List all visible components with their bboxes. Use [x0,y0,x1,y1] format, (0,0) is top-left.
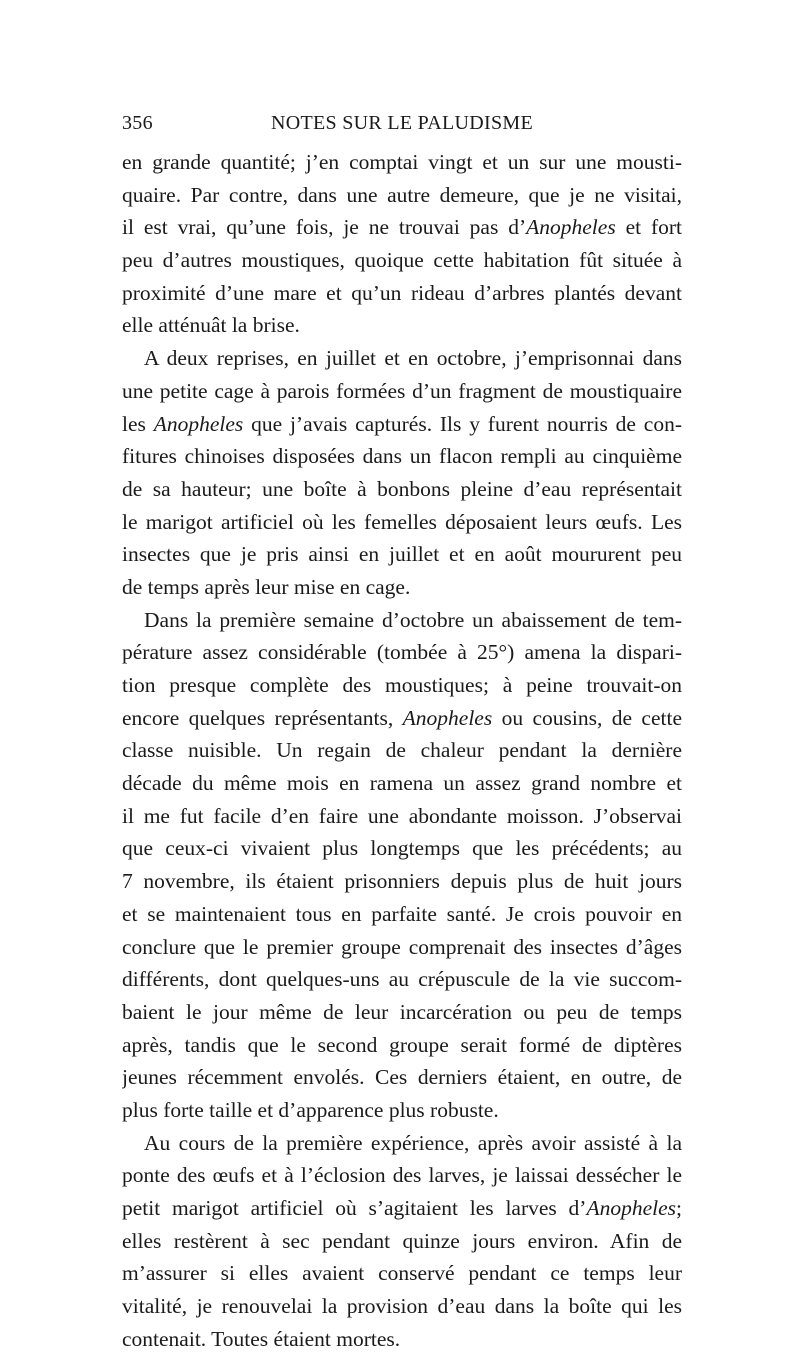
text-line: insectes que je pris ainsi en juillet et en août moururent peu [122,542,682,567]
text-line: contenait. Toutes étaient mortes. [122,1326,401,1351]
text-line: de temps après leur mise en cage. [122,574,411,599]
text-line: petit marigot artificiel où s’agitaient les larves d’Anopheles; [122,1196,682,1220]
text-line: encore quelques représentants, Anopheles ou cousins, de cette [122,705,682,730]
text-line: après, tandis que le second groupe serait formé de diptères [122,1032,682,1057]
text-line: de sa hauteur; une boîte à bonbons pleine d’eau représentait [122,476,682,501]
text-line: en grande quantité; j’en comptai vingt et un sur une mousti- [122,150,682,174]
text-line: les Anopheles que j’avais capturés. Ils y furent nourris de con- [122,411,682,436]
text-line: m’assurer si elles avaient conservé pendant ce temps leur [122,1261,682,1286]
running-title: NOTES SUR LE PALUDISME [270,112,533,134]
text-line: quaire. Par contre, dans une autre demeure, que je ne visitai, [122,182,682,207]
text-line: proximité d’une mare et qu’un rideau d’arbres plantés devant [122,280,682,305]
text-line: classe nuisible. Un regain de chaleur pendant la dernière [122,738,682,763]
text-line: vitalité, je renouvelai la provision d’eau dans la boîte qui les [122,1294,682,1319]
running-head [122,112,682,142]
text-line: que ceux-ci vivaient plus longtemps que les précédents; au [122,836,682,861]
text-line: il est vrai, qu’une fois, je ne trouvai pas d’Anopheles et fort [122,215,682,240]
text-line: elle atténuât la brise. [122,313,300,338]
text-line: décade du même mois en ramena un assez grand nombre et [122,771,682,796]
text-line: fitures chinoises disposées dans un flacon rempli au cinquième [122,444,682,469]
text-line: peu d’autres moustiques, quoique cette habitation fût située à [122,248,682,273]
text-line: conclure que le premier groupe comprenait des insectes d’âges [122,934,682,959]
text-line: baient le jour même de leur incarcération ou peu de temps [122,999,682,1024]
text-line: Au cours de la première expérience, après avoir assisté à la [144,1130,682,1155]
text-line: plus forte taille et d’apparence plus robuste. [122,1097,499,1122]
text-line: elles restèrent à sec pendant quinze jours environ. Afin de [122,1228,682,1253]
text-line: différents, dont quelques-uns au crépuscule de la vie succom- [122,967,682,992]
text-line: pérature assez considérable (tombée à 25°) amena la dispari- [122,640,682,665]
text-line: le marigot artificiel où les femelles déposaient leurs œufs. Les [122,509,682,534]
text-line: il me fut facile d’en faire une abondante moisson. J’observai [122,803,682,828]
text-line: jeunes récemment envolés. Ces derniers étaient, en outre, de [122,1065,682,1090]
text-line: et se maintenaient tous en parfaite santé. Je crois pouvoir en [122,901,682,926]
text-line: 7 novembre, ils étaient prisonniers depuis plus de huit jours [122,869,682,894]
body-text [122,146,682,1355]
text-line: A deux reprises, en juillet et en octobre, j’emprisonnai dans [144,346,682,371]
text-line: ponte des œufs et à l’éclosion des larves, je laissai dessécher le [122,1163,682,1188]
text-line: tion presque complète des moustiques; à peine trouvait-on [122,673,682,697]
text-line: Dans la première semaine d’octobre un abaissement de tem- [144,607,682,632]
text-line: une petite cage à parois formées d’un fragment de moustiquaire [122,378,682,403]
page-number: 356 [122,112,153,134]
